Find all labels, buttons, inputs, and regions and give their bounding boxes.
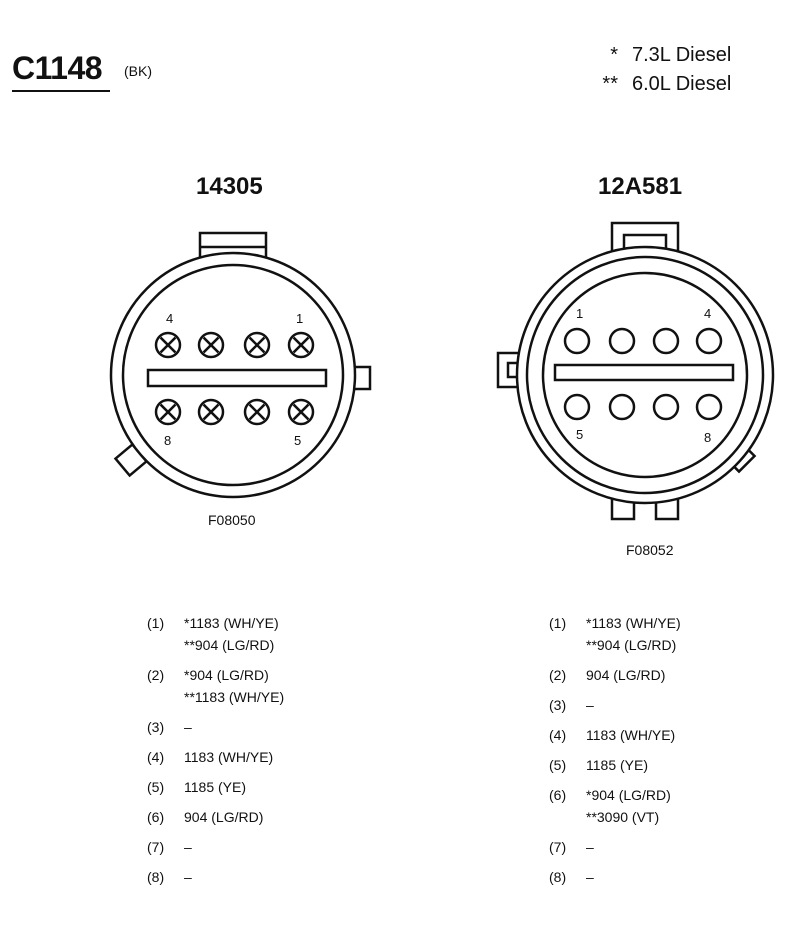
left-pin-label-4: 4 — [166, 311, 174, 326]
right-pin-circuit: – — [586, 697, 594, 713]
right-pin-number: (8) — [549, 869, 567, 885]
right-pin-label-1: 1 — [576, 306, 584, 321]
right-pin-cavity — [654, 395, 678, 419]
left-pin-number: (2) — [147, 667, 165, 683]
left-pin-number: (8) — [147, 869, 165, 885]
left-pin-number: (1) — [147, 615, 165, 631]
left-pin-circuit: 904 (LG/RD) — [184, 809, 264, 825]
connector-id-underline — [12, 90, 110, 92]
legend-symbol: * — [610, 44, 618, 66]
left-pin-circuit: *904 (LG/RD) — [184, 667, 269, 683]
legend-label: 7.3L Diesel — [632, 44, 732, 66]
left-pin-number: (5) — [147, 779, 165, 795]
legend-item-7-3l — [584, 44, 731, 67]
right-pin-circuit: **904 (LG/RD) — [586, 637, 677, 653]
right-pin-circuit: 1185 (YE) — [586, 757, 648, 773]
right-pin-circuit: **3090 (VT) — [586, 809, 660, 825]
left-pin-circuit: **1183 (WH/YE) — [184, 689, 285, 705]
right-connector-diagram — [490, 215, 790, 525]
left-pin-number: (7) — [147, 839, 165, 855]
left-figure-code: F08050 — [208, 512, 256, 528]
left-pin-label-1: 1 — [296, 311, 304, 326]
right-pin-cavity — [697, 395, 721, 419]
right-pin-cavity — [697, 329, 721, 353]
right-pin-number: (3) — [549, 697, 567, 713]
left-pin-number: (6) — [147, 809, 165, 825]
right-pin-cavity — [610, 395, 634, 419]
connector-color: (BK) — [124, 63, 152, 79]
right-pin-number: (2) — [549, 667, 567, 683]
legend-item-6-0l — [584, 73, 731, 96]
right-part-number: 12A581 — [598, 173, 683, 200]
left-pin-number: (4) — [147, 749, 165, 765]
right-pin-circuit: – — [586, 839, 594, 855]
left-pin-table — [147, 612, 427, 902]
left-pin-circuit: – — [184, 839, 192, 855]
right-pin-table — [549, 612, 789, 902]
left-pin-circuit: 1185 (YE) — [184, 779, 246, 795]
right-pin-number: (7) — [549, 839, 567, 855]
left-connector-diagram — [100, 225, 390, 515]
left-pin-circuit: – — [184, 719, 192, 735]
left-pin-circuit: **904 (LG/RD) — [184, 637, 275, 653]
right-pin-label-8: 8 — [704, 430, 712, 445]
left-pin-label-5: 5 — [294, 433, 302, 448]
right-center-bar — [555, 365, 733, 380]
right-pin-cavity — [565, 329, 589, 353]
right-pin-number: (4) — [549, 727, 567, 743]
right-pin-number: (1) — [549, 615, 567, 631]
left-pin-circuit: *1183 (WH/YE) — [184, 615, 279, 631]
right-pin-circuit: *904 (LG/RD) — [586, 787, 671, 803]
right-pin-circuit: *1183 (WH/YE) — [586, 615, 681, 631]
right-pin-label-4: 4 — [704, 306, 712, 321]
legend-label: 6.0L Diesel — [632, 73, 732, 95]
right-pin-cavity — [654, 329, 678, 353]
left-pin-label-8: 8 — [164, 433, 172, 448]
right-pin-cavity — [610, 329, 634, 353]
left-pin-number: (3) — [147, 719, 165, 735]
right-pin-circuit: 904 (LG/RD) — [586, 667, 666, 683]
left-pin-circuit: 1183 (WH/YE) — [184, 749, 274, 765]
right-pin-number: (6) — [549, 787, 567, 803]
right-pin-number: (5) — [549, 757, 567, 773]
left-part-number: 14305 — [196, 173, 263, 200]
left-pin-circuit: – — [184, 869, 192, 885]
right-pin-circuit: – — [586, 869, 594, 885]
right-pin-label-5: 5 — [576, 427, 584, 442]
legend-symbol: ** — [602, 73, 618, 95]
connector-id: C1148 — [12, 50, 103, 86]
right-pin-cavity — [565, 395, 589, 419]
right-figure-code: F08052 — [626, 542, 674, 558]
right-pin-circuit: 1183 (WH/YE) — [586, 727, 676, 743]
left-center-bar — [148, 370, 326, 386]
